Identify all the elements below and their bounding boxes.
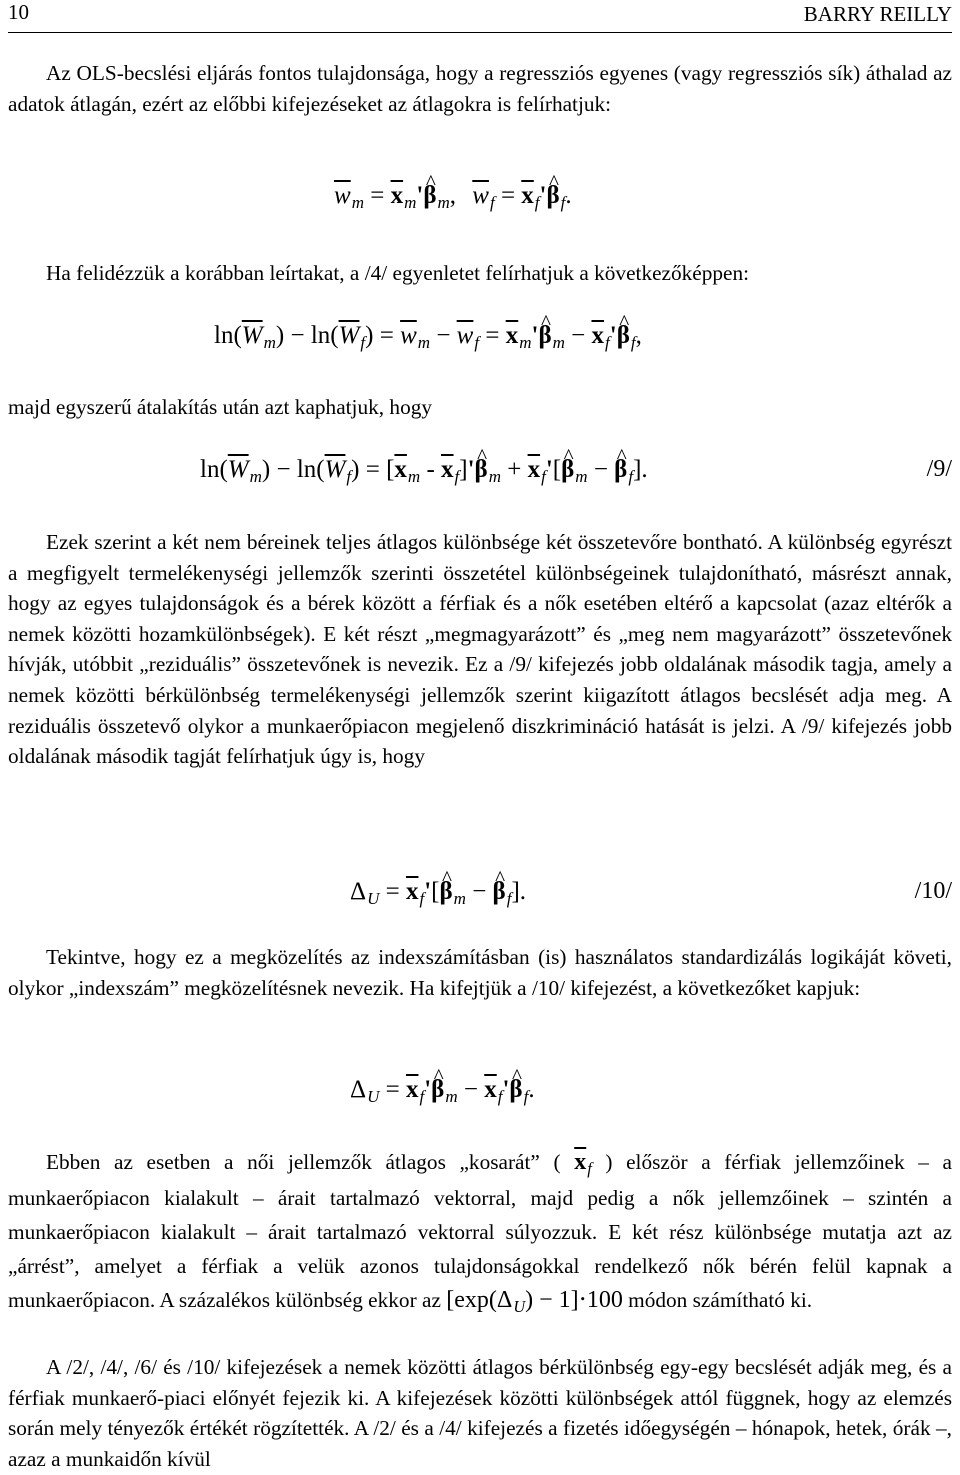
paragraph-1: Az OLS-becslési eljárás fontos tulajdonsága, hogy a regressziós egyenes (vagy regressziós sík) áthalad az adatok átlagán, ezért az előbbi kifejezéseket az átlagokra is felírhatjuk: [8,61,952,116]
inline-female-basket: $\overline{x}_f$ [574,1149,592,1179]
paragraph-2: Ha felidézzük a korábban leírtakat, a /4/ egyenletet felírhatjuk a következőképpen: [46,261,750,285]
paragraph-6-middle: ) először a férfiak jellemzőinek – a munkaerőpiacon kialakult – árait tartalmazó vektorral, majd pedig a nők jellemzőinek – szintén a munkaerőpiacon kialakult – árait tartalmazó vektorral súlyozzuk. E két rész különbsége mutatja azt az „árrést”, amelyet a férfiak a velük azonos tulajdonságokkal rendelkező nők bérén felül kapnak a munkaerőpiacon. A százalékos különbség ekkor az [8,1150,952,1312]
paragraph-3: majd egyszerű átalakítás után azt kaphatjuk, hogy [8,395,433,419]
equation-number-10: /10/ [914,878,952,904]
inline-percentage-formula: $[\exp(\Delta_U) - 1]\cdot 100$ [446,1287,623,1317]
page-header [8,0,952,33]
paragraph-4: Ezek szerint a két nem béreinek teljes átlagos különbsége két összetevőre bontható. A különbség egyrészt a megfigyelt termelékenységi jellemzők szerinti összetétel különbségeinek tulajdonítható, másrészt annak, hogy az egyes tulajdonságok és a bérek között a férfiak és a nők esetében eltérő a kapcsolat (azaz eltérők a nemek közötti hozamkülönbségek). E két részt „megmagyarázott” és „meg nem magyarázott” összetevőnek hívják, utóbbit „reziduális” összetevőnek is nevezik. Ez a /9/ kifejezés jobb oldalának második tagja, amely a nemek közötti bérkülönbség termelékenységi jellemzők szerint kiigazított átlagos becslését adja meg. A reziduális összetevő olykor a munkaerőpiacon megjelenő diszkrimináció hatását is jelzi. A /9/ kifejezés jobb oldalának második tagját felírhatjuk úgy is, hogy [8,530,952,769]
paragraph-6-end: módon számítható ki. [628,1288,813,1312]
paragraph-7: A /2/, /4/, /6/ és /10/ kifejezések a nemek közötti átlagos bérkülönbség egy-egy becslését adják meg, és a férfiak munkaerő-piaci előnyét fejezik ki. A kifejezések közötti különbségek attól függnek, hogy az elemzés során mely tényezők értékét rögzítették. A /2/ és a /4/ kifejezés a fizetés időegységén – hónapok, hetek, órák –, azaz a munkaidőn kívül [8,1355,952,1471]
page-number: 10 [8,0,29,24]
running-head: BARRY REILLY [803,2,952,26]
paragraph-5: Tekintve, hogy ez a megközelítés az indexszámításban (is) használatos standardizálás logikáját követi, olykor „indexszám” megközelítésnek nevezik. Ha kifejtjük a /10/ kifejezést, a következőket kapjuk: [8,945,952,1000]
paragraph-6-start: Ebben az esetben a női jellemzők átlagos „kosarát” ( [46,1150,561,1174]
equation-number-9: /9/ [926,456,952,482]
paragraph-6 [8,1145,952,1319]
